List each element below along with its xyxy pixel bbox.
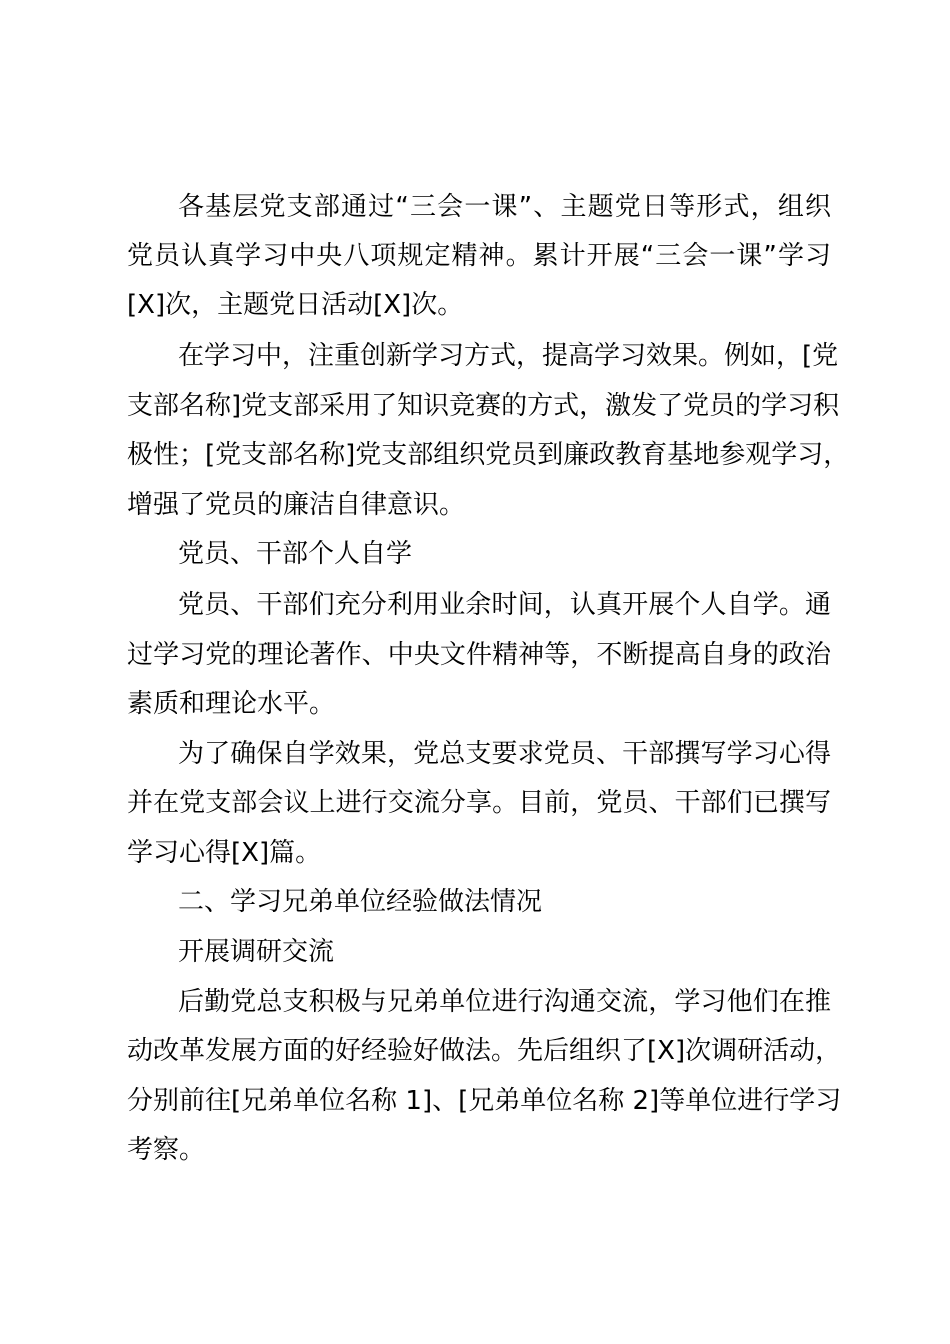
paragraph-4-line-3: 学习心得[X]篇。	[127, 838, 322, 868]
paragraph-3-line-1: 党员、干部们充分利用业余时间，认真开展个人自学。通	[178, 590, 831, 620]
paragraph-5-line-4: 考察。	[127, 1135, 206, 1165]
paragraph-2-line-3: 极性；[党支部名称]党支部组织党员到廉政教育基地参观学习，	[127, 440, 850, 470]
paragraph-3-line-2: 过学习党的理论著作、中央文件精神等，不断提高自身的政治	[127, 640, 831, 670]
paragraph-5-line-2: 动改革发展方面的好经验好做法。先后组织了[X]次调研活动，	[127, 1036, 842, 1066]
paragraph-4-line-2: 并在党支部会议上进行交流分享。目前，党员、干部们已撰写	[127, 788, 831, 818]
paragraph-1-line-2: 党员认真学习中央八项规定精神。累计开展“三会一课”学习	[127, 241, 831, 271]
paragraph-5-line-3: 分别前往[兄弟单位名称 1]、[兄弟单位名称 2]等单位进行学习	[127, 1086, 842, 1116]
subheading-research-exchange: 开展调研交流	[178, 937, 335, 967]
paragraph-5-line-1: 后勤党总支积极与兄弟单位进行沟通交流，学习他们在推	[178, 987, 831, 1017]
paragraph-4-line-1: 为了确保自学效果，党总支要求党员、干部撰写学习心得	[178, 739, 831, 769]
paragraph-1-line-3: [X]次，主题党日活动[X]次。	[127, 290, 464, 320]
section-heading-2: 二、学习兄弟单位经验做法情况	[178, 887, 543, 917]
paragraph-2-line-1: 在学习中，注重创新学习方式，提高学习效果。例如，[党	[178, 341, 839, 371]
paragraph-3-line-3: 素质和理论水平。	[127, 689, 336, 719]
subheading-self-study: 党员、干部个人自学	[178, 539, 413, 569]
paragraph-2-line-4: 增强了党员的廉洁自律意识。	[127, 490, 466, 520]
paragraph-1-line-1: 各基层党支部通过“三会一课”、主题党日等形式，组织	[178, 192, 831, 222]
paragraph-2-line-2: 支部名称]党支部采用了知识竞赛的方式，激发了党员的学习积	[127, 391, 840, 421]
